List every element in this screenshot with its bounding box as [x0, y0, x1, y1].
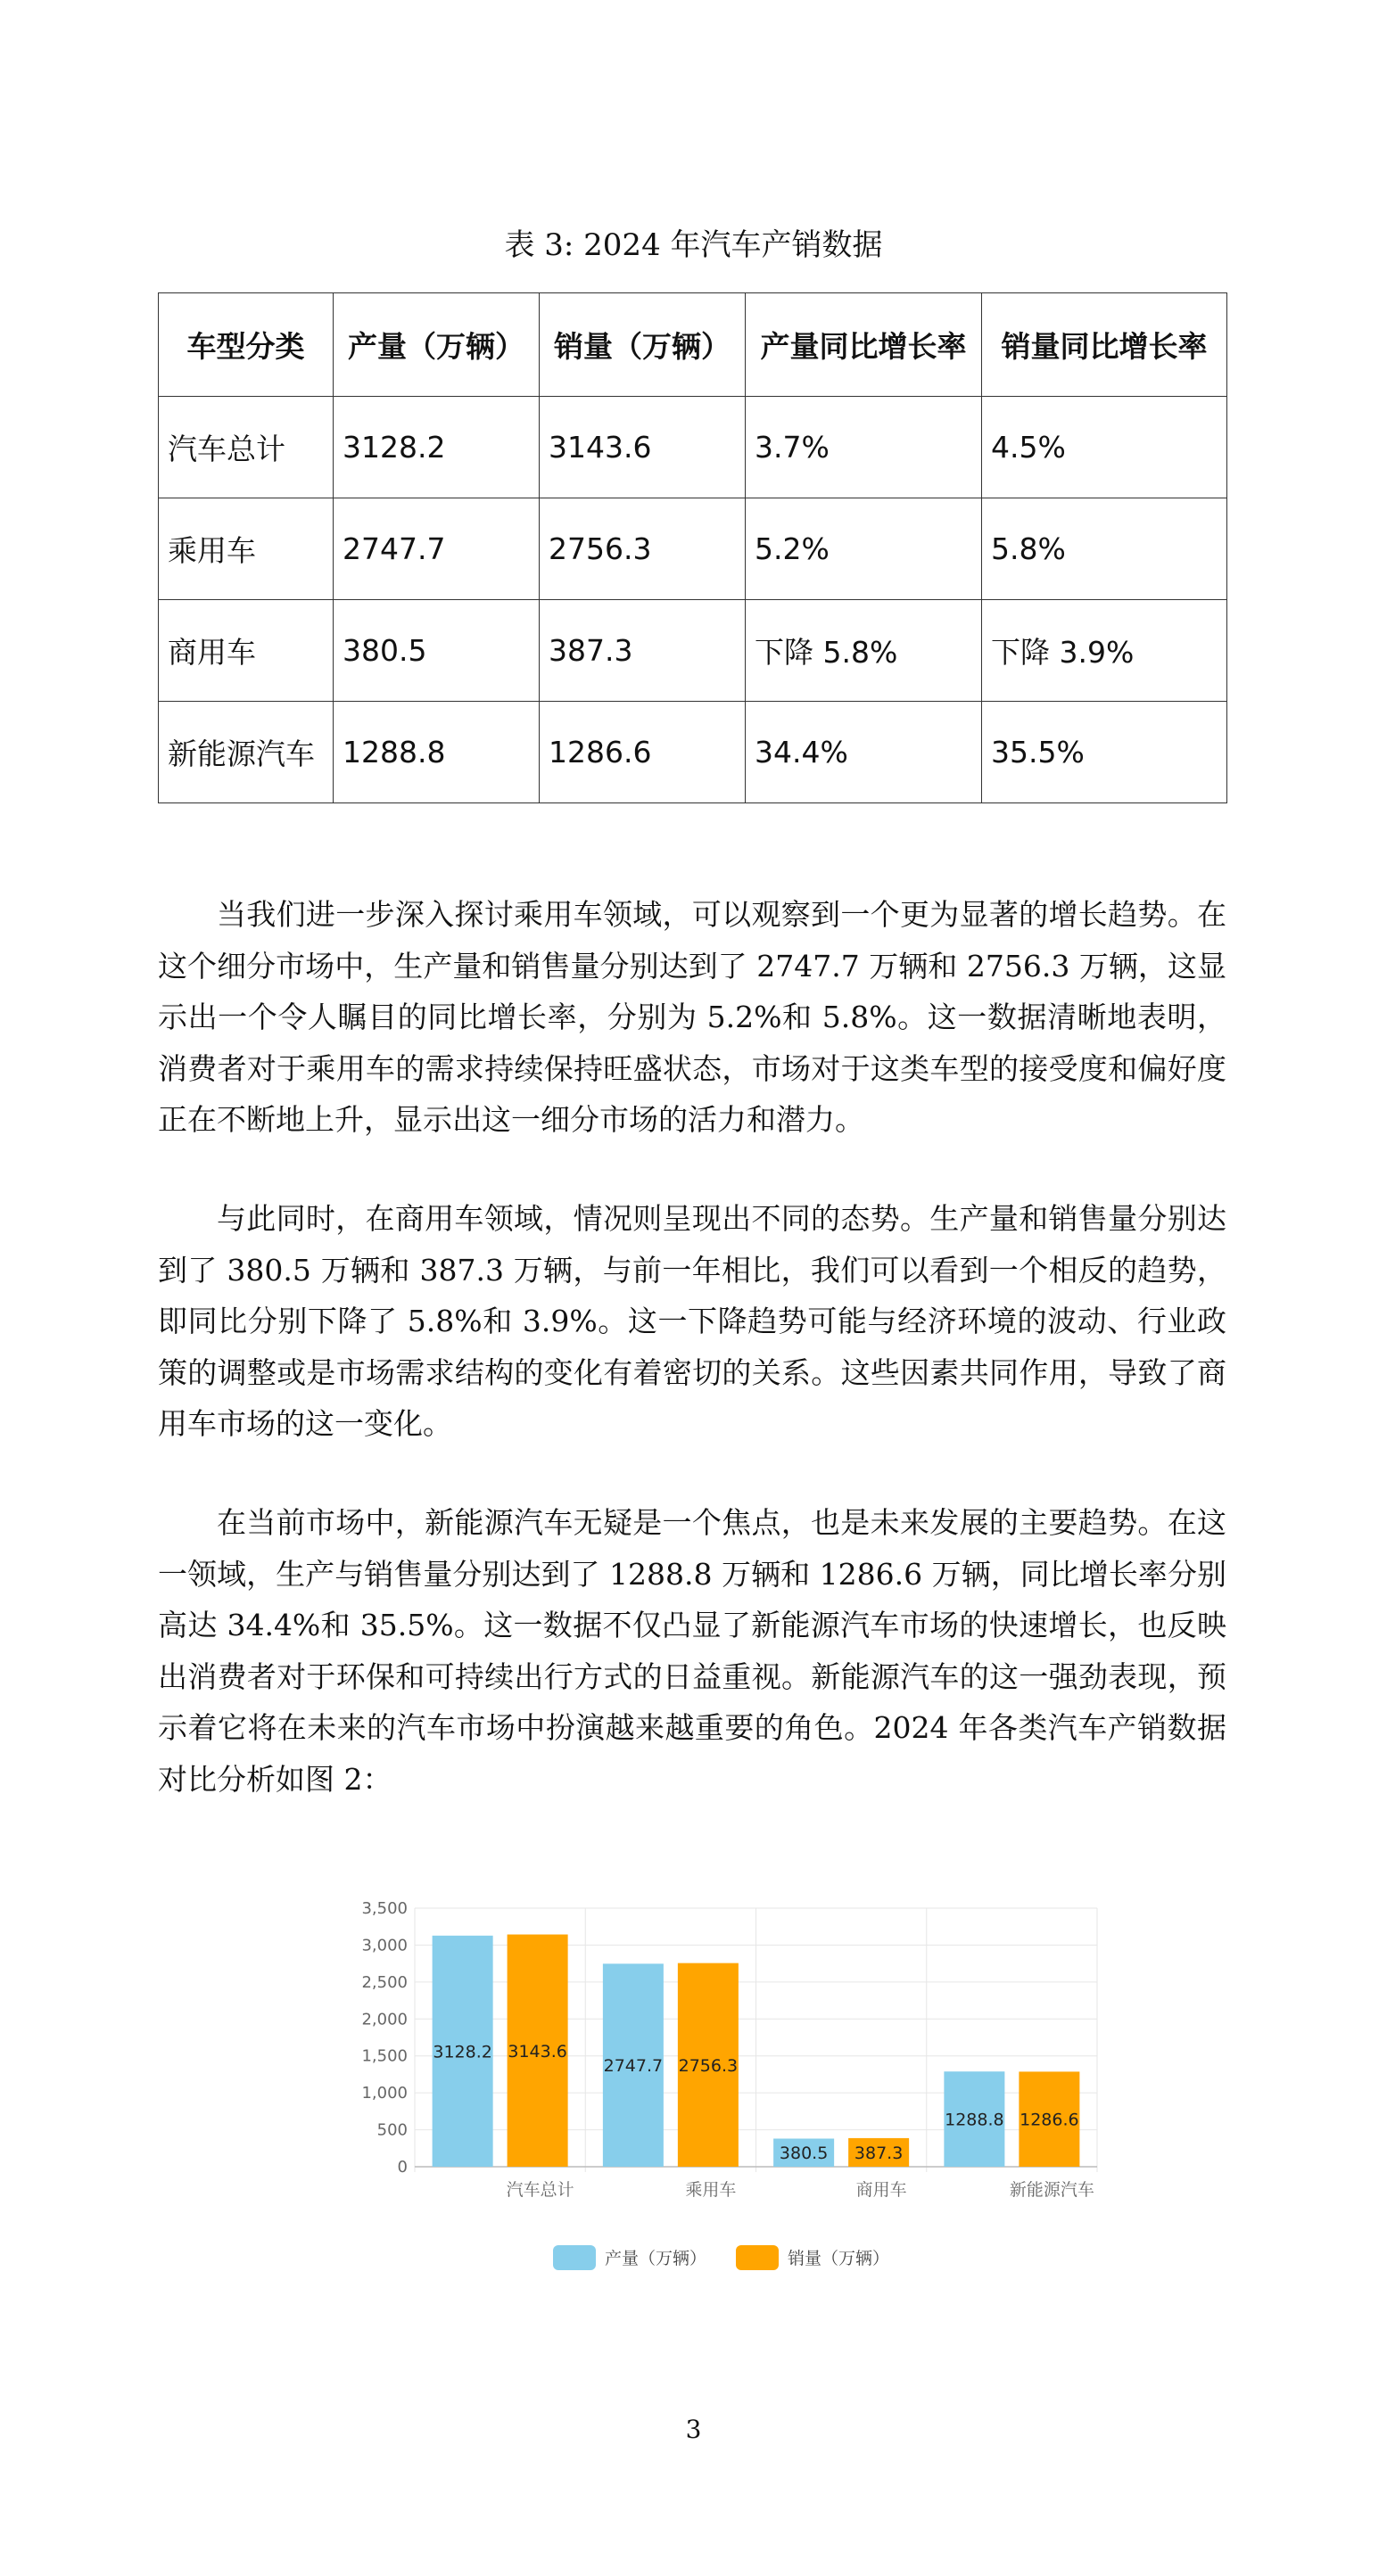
header-sales-growth: 销量同比增长率 [982, 293, 1227, 397]
table-cell: 35.5% [982, 702, 1227, 803]
table-caption: 表 3: 2024 年汽车产销数据 [504, 227, 883, 263]
paragraph-passenger-cars: 当我们进一步深入探讨乘用车领域，可以观察到一个更为显著的增长趋势。在这个细分市场中，生产量和销售量分别达到了 2747.7 万辆和 2756.3 万辆，这显示出一个令人瞩目的同比增长率，分别为 5.2%和 5.8%。这一数据清晰地表明，消费者对于乘用车的需求持续保持旺盛状态，市场对于这类车型的接受度和偏好度正在不断地上升，显示出这一细分市场的活力和潜力。 [158, 897, 1226, 1137]
table-cell: 3128.2 [334, 397, 540, 498]
table-cell: 380.5 [334, 600, 540, 702]
y-tick-label: 1,000 [361, 2084, 408, 2103]
page-number: 3 [685, 2415, 702, 2444]
y-tick-label: 500 [376, 2120, 408, 2140]
y-tick-label: 3,000 [361, 1936, 408, 1955]
table-cell: 4.5% [982, 397, 1227, 498]
bar-data-label: 2756.3 [678, 2055, 739, 2076]
bar-data-label: 2747.7 [603, 2056, 664, 2077]
table-cell: 新能源汽车 [159, 702, 334, 803]
table-cell: 5.2% [746, 498, 982, 600]
y-tick-label: 1,500 [361, 2046, 408, 2066]
table-cell: 3143.6 [540, 397, 746, 498]
production-sales-table [158, 292, 1227, 803]
y-tick-label: 3,500 [361, 1899, 408, 1918]
table-cell: 5.8% [982, 498, 1227, 600]
table-cell: 2756.3 [540, 498, 746, 600]
table-cell: 34.4% [746, 702, 982, 803]
table-row [159, 397, 1227, 498]
table-cell: 2747.7 [334, 498, 540, 600]
bar-data-label: 387.3 [854, 2143, 904, 2163]
x-tick-label: 乘用车 [685, 2180, 737, 2200]
paragraph-commercial-vehicles: 与此同时，在商用车领域，情况则呈现出不同的态势。生产量和销售量分别达到了 380.5 万辆和 387.3 万辆，与前一年相比，我们可以看到一个相反的趋势，即同比分别下降了 5.8%和 3.9%。这一下降趋势可能与经济环境的波动、行业政策的调整或是市场需求结构的变化有着密切的关系。这些因素共同作用，导致了商用车市场的这一变化。 [158, 1201, 1226, 1441]
header-production: 产量（万辆） [334, 293, 540, 397]
table-cell: 1286.6 [540, 702, 746, 803]
bar-data-label: 3143.6 [508, 2041, 567, 2062]
table-cell: 乘用车 [159, 498, 334, 600]
y-tick-label: 0 [397, 2158, 408, 2177]
table-cell: 商用车 [159, 600, 334, 702]
y-tick-label: 2,000 [361, 2010, 408, 2029]
table-cell: 下降 3.9% [982, 600, 1227, 702]
legend-label: 销量（万辆） [788, 2249, 890, 2268]
table-header-row [159, 293, 1227, 397]
x-tick-label: 商用车 [855, 2180, 907, 2200]
bar-data-label: 1286.6 [1020, 2110, 1079, 2130]
header-sales: 销量（万辆） [540, 293, 746, 397]
table-cell: 387.3 [540, 600, 746, 702]
table-cell: 1288.8 [334, 702, 540, 803]
table-row [159, 600, 1227, 702]
bar-chart-svg [352, 1872, 1110, 2318]
bar-data-label: 380.5 [779, 2144, 829, 2164]
x-tick-label: 汽车总计 [506, 2180, 574, 2200]
header-production-growth: 产量同比增长率 [746, 293, 982, 397]
legend-swatch [736, 2245, 779, 2270]
y-tick-label: 2,500 [361, 1972, 408, 1992]
bar-data-label: 1288.8 [945, 2110, 1004, 2130]
legend-swatch [553, 2245, 596, 2270]
table-cell: 3.7% [746, 397, 982, 498]
x-tick-label: 新能源汽车 [1009, 2180, 1094, 2200]
bar-data-label: 3128.2 [433, 2042, 492, 2062]
table-cell: 下降 5.8% [746, 600, 982, 702]
table-cell: 汽车总计 [159, 397, 334, 498]
production-sales-chart [352, 1872, 1110, 2318]
table-row [159, 702, 1227, 803]
paragraph-new-energy-vehicles: 在当前市场中，新能源汽车无疑是一个焦点，也是未来发展的主要趋势。在这一领域，生产与销售量分别达到了 1288.8 万辆和 1286.6 万辆，同比增长率分别高达 34.4%和 35.5%。这一数据不仅凸显了新能源汽车市场的快速增长，也反映出消费者对于环保和可持续出行方式的日益重视。新能源汽车的这一强劲表现，预示着它将在未来的汽车市场中扮演越来越重要的角色。2024 年各类汽车产销数据对比分析如图 2： [158, 1505, 1226, 1797]
header-vehicle-type: 车型分类 [159, 293, 334, 397]
legend-label: 产量（万辆） [605, 2249, 707, 2268]
table-row [159, 498, 1227, 600]
